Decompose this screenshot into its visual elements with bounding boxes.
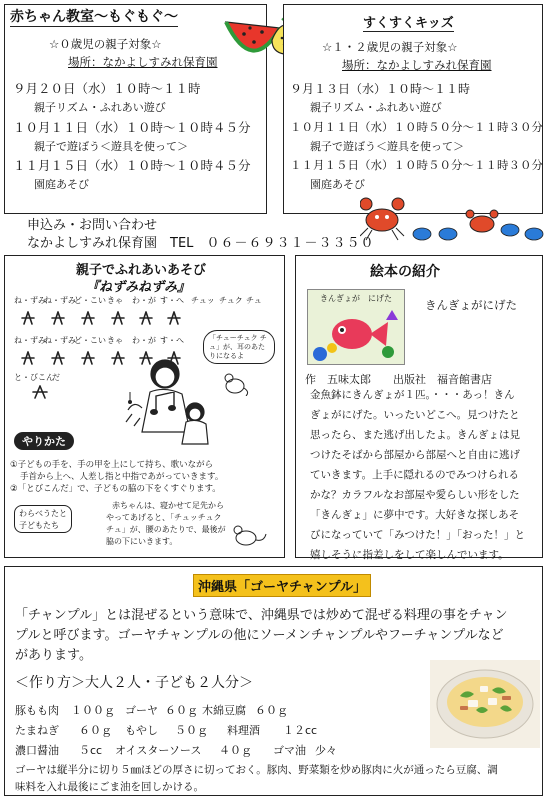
lyric: きゃ: [107, 296, 123, 305]
book-title: きんぎょがにげた: [425, 298, 517, 312]
book-text-line: つけたそばから部屋から部屋へと自由に逃げ: [310, 449, 520, 461]
step-line-2: 手首から上へ、人差し指と中指であがっていきます。: [20, 472, 224, 482]
lyric: チュッ: [191, 296, 215, 305]
sukusuku-desc-3: 園庭あそび: [310, 178, 365, 191]
contact-tel-label: TEL: [170, 236, 194, 251]
step-line-1: ①子どもの手を、手の甲を上にして持ち、歌いながら: [10, 460, 214, 470]
ingredient-name: オイスターソース: [115, 744, 202, 757]
note-line-2: やってあげると、「チュッチュク: [106, 513, 222, 522]
method-heading: ＜作り方＞大人２人・子ども２人分＞: [15, 675, 253, 691]
lyric: ど・こい: [74, 336, 106, 345]
book-text-line: 思ったら、また逃げ出したよ。きんぎょは見: [310, 429, 520, 441]
ingredient-name: たまねぎ: [15, 724, 59, 737]
mouse-icon: [220, 370, 250, 396]
book-cover: [307, 289, 405, 365]
recipe-intro-line: 「チャンプル」とは混ぜるという意味で、沖縄県では炒めて混ぜる料理の事をチャン: [15, 608, 508, 623]
ingredient-name: もやし: [125, 724, 158, 737]
akachan-desc-2: 親子で遊ぼう＜遊具を使って＞: [34, 140, 188, 153]
akachan-desc-1: 親子リズム・ふれあい遊び: [34, 101, 166, 114]
lyric: と・びこん: [14, 373, 54, 382]
ingredient-amount: １００ｇ: [71, 704, 115, 717]
recipe-intro-line: があります。: [15, 648, 92, 663]
book-text: [310, 385, 540, 565]
akachan-date-3: １１月１５日（水）１０時～１０時４５分: [13, 158, 251, 173]
note-line-4: 脇の下にいきます。: [106, 537, 178, 546]
asobi-title1: 親子でふれあいあそび: [76, 263, 207, 278]
goya-champuru-photo: [430, 660, 540, 748]
ingredient-amount: ５０ｇ: [175, 724, 208, 737]
note-line-1: 赤ちゃんは、寝かせて足先から: [112, 501, 224, 510]
mouse-small-icon: [228, 520, 268, 550]
ingredient-amount: ５cc: [79, 744, 103, 757]
lyric: チュク: [219, 296, 243, 305]
ingredient-row: [15, 722, 318, 738]
lyric: ね・ずみ: [44, 336, 76, 345]
goldfish-icon: [308, 304, 404, 364]
book-text-line: 嬉しそうに指差しをして楽しんでいます。: [310, 549, 509, 561]
book-text-line: ていきます。上手に隠れるのでみつけられる: [310, 469, 519, 481]
akachan-title: 赤ちゃん教室～もぐもぐ～: [10, 6, 178, 27]
book-author-line: 作 五味太郎 出版社 福音館書店: [305, 373, 492, 386]
recipe-steps: [15, 762, 540, 796]
akachan-target: ☆０歳児の親子対象☆: [49, 37, 162, 51]
lyric: ね・ずみ: [14, 336, 46, 345]
sukusuku-target: ☆１・２歳児の親子対象☆: [322, 40, 458, 54]
crab-illustration: [360, 190, 546, 250]
contact-tel: ０６－６９３１－３３５０: [206, 236, 375, 251]
akachan-desc-3: 園庭あそび: [34, 178, 89, 191]
sukusuku-place: 場所：なかよしすみれ保育園: [342, 58, 492, 72]
sukusuku-date-3: １１月１５日（水）１０時５０分～１１時３０分: [290, 158, 543, 172]
ingredient-name: 濃口醤油: [15, 744, 59, 757]
music-note-icon: [150, 392, 180, 416]
ehon-title: 絵本の紹介: [370, 264, 440, 280]
akachan-place: 場所：なかよしすみれ保育園: [68, 55, 218, 69]
book-cover-title: きんぎょが にげた: [320, 294, 392, 303]
recipe-step-line: ゴーヤは縦半分に切り５㎜ほどの厚さに切っておく。豚肉、野菜類を炒め豚肉に火が通ったら豆腐、調: [15, 764, 498, 776]
sukusuku-date-2: １０月１１日（水）１０時５０分～１１時３０分: [290, 120, 543, 134]
ingredient-name: 木綿豆腐: [202, 704, 246, 717]
book-text-line: びになっていて「みつけた！」「おった！」と: [310, 529, 526, 541]
recipe-intro-line: プルと呼びます。ゴーヤチャンプルの他にソーメンチャンプルやフーチャンプルなど: [15, 628, 504, 643]
ingredient-name: ゴマ油: [273, 744, 306, 757]
warabe-text: わらべうたと子どもたち: [19, 509, 67, 530]
book-text-line: 金魚鉢にきんぎょが１匹。・・・あっ！きん: [310, 389, 515, 401]
lyric: わ・が: [132, 296, 156, 305]
lyric: だ: [52, 373, 60, 382]
ingredient-name: ゴーヤ: [125, 704, 158, 717]
sukusuku-title: すくすくキッズ: [363, 12, 454, 32]
bubble-text: 「チューチュク チュ」が、耳のあたりになるよ: [209, 334, 267, 360]
note-line-3: チュ」が、腰のあたりで、最後が: [106, 525, 226, 534]
lyric: ど・こい: [74, 296, 106, 305]
ingredient-amount: ６０ｇ: [165, 704, 198, 717]
lyric: す・へ: [160, 296, 184, 305]
asobi-title2: 『ねずみねずみ』: [86, 280, 191, 295]
contact-name: なかよしすみれ保育園: [27, 236, 158, 251]
recipe-intro: [15, 606, 540, 666]
akachan-date-1: ９月２０日（水）１０時～１１時: [13, 81, 201, 96]
ingredient-amount: ６０ｇ: [255, 704, 288, 717]
ingredient-amount: 少々: [315, 744, 337, 757]
yarikata-label: やりかた: [14, 432, 74, 450]
book-text-line: ぎょがにげた。いったいどこへ。見つけたと: [310, 409, 520, 421]
lyric: す・へ: [160, 336, 184, 345]
lyric: チュ: [246, 296, 262, 305]
contact-line: [27, 232, 374, 251]
recipe-step-line: 味料を入れ最後にごま油を回しかける。: [15, 781, 204, 793]
akachan-date-2: １０月１１日（水）１０時～１０時４５分: [13, 120, 251, 135]
contact-label: 申込み・お問い合わせ: [27, 218, 158, 233]
recipe-title: 沖縄県「ゴーヤチャンプル」: [193, 574, 371, 597]
warabe-label: [14, 505, 72, 533]
lyric: わ・が: [132, 336, 156, 345]
ingredient-amount: １２cc: [283, 724, 318, 737]
book-text-line: 「きんぎょ」に夢中です。大好きな探しあそ: [310, 509, 520, 521]
ingredient-amount: ４０ｇ: [219, 744, 252, 757]
ingredient-name: 料理酒: [227, 724, 260, 737]
sukusuku-date-1: ９月１３日（水）１０時～１１時: [290, 82, 471, 96]
ingredient-row: [15, 742, 345, 758]
sukusuku-desc-1: 親子リズム・ふれあい遊び: [310, 101, 442, 114]
step-line-3: ②「とびこんだ」で、子どもの脇の下をくすぐります。: [10, 484, 221, 494]
lyric: ね・ずみ: [14, 296, 46, 305]
book-text-line: かな？カラフルなお部屋や愛らしい形をした: [310, 489, 520, 501]
ingredient-amount: ６０ｇ: [79, 724, 112, 737]
ingredient-row: [15, 702, 315, 718]
lyric: きゃ: [107, 336, 123, 345]
sukusuku-desc-2: 親子で遊ぼう＜遊具を使って＞: [310, 140, 464, 153]
ingredient-name: 豚もも肉: [15, 704, 59, 717]
lyric: ね・ずみ: [44, 296, 76, 305]
